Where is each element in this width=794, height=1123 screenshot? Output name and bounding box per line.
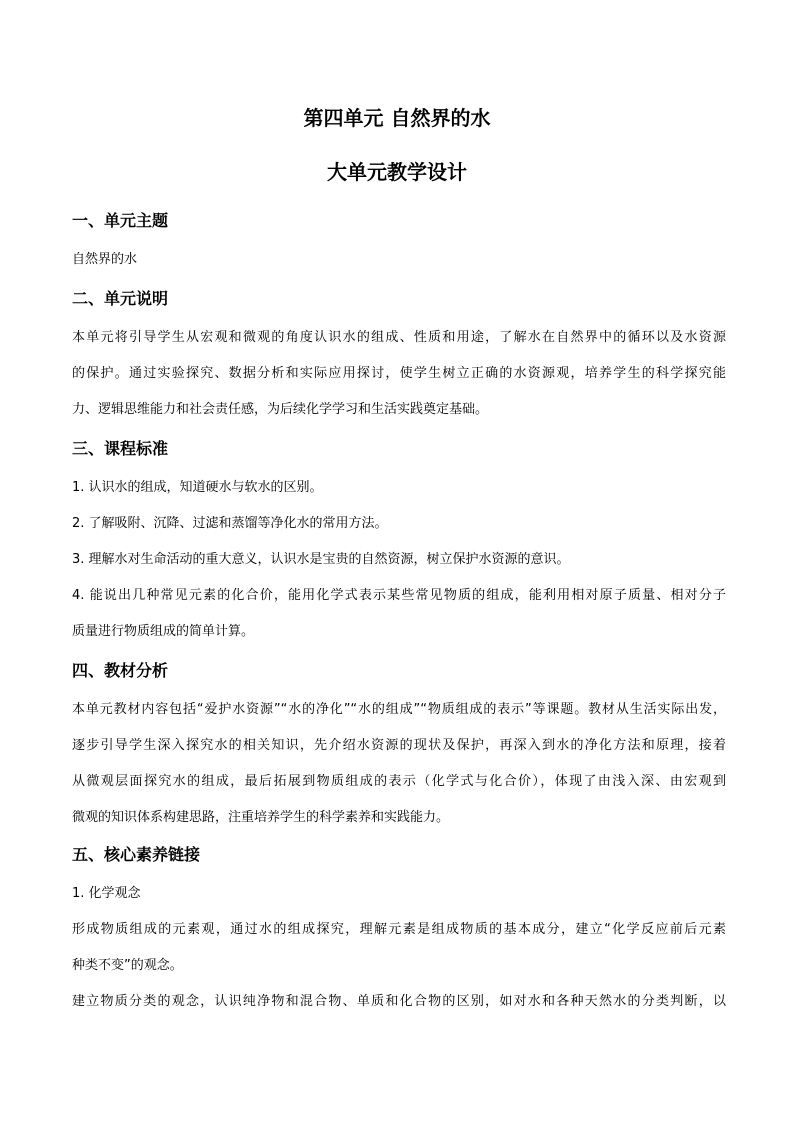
textbook-analysis-line: 本单元教材内容包括“爱护水资源”“水的净化”“水的组成”“物质组成的表示”等课题。教材从生活实际出发，: [72, 702, 726, 717]
design-title: 大单元教学设计: [327, 160, 467, 184]
unit-description-line: 本单元将引导学生从宏观和微观的角度认识水的组成、性质和用途，了解水在自然界中的循环以及水资源: [72, 330, 726, 345]
section-heading-unit-description: 二、单元说明: [72, 289, 169, 308]
core-literacy-line: 形成物质组成的元素观，通过水的组成探究，理解元素是组成物质的基本成分，建立“化学反应前后元素: [72, 922, 726, 937]
section-heading-curriculum-standards: 三、课程标准: [72, 439, 169, 458]
standard-item: 1. 认识水的组成，知道硬水与软水的区别。: [72, 480, 323, 495]
textbook-analysis-line: 从微观层面探究水的组成，最后拓展到物质组成的表示（化学式与化合价），体现了由浅入深、由宏观到: [72, 774, 726, 789]
unit-title: 第四单元 自然界的水: [303, 106, 491, 130]
core-literacy-line: 建立物质分类的观念，认识纯净物和混合物、单质和化合物的区别，如对水和各种天然水的分类判断，以: [72, 994, 726, 1009]
unit-description-line: 的保护。通过实验探究、数据分析和实际应用探讨，使学生树立正确的水资源观，培养学生的科学探究能: [72, 366, 726, 381]
section-heading-core-literacy: 五、核心素养链接: [72, 845, 201, 864]
section-heading-textbook-analysis: 四、教材分析: [72, 661, 169, 680]
core-literacy-line: 种类不变”的观念。: [72, 958, 183, 973]
textbook-analysis-line: 逐步引导学生深入探究水的相关知识，先介绍水资源的现状及保护，再深入到水的净化方法和原理，接着: [72, 738, 726, 753]
standard-item: 3. 理解水对生命活动的重大意义，认识水是宝贵的自然资源，树立保护水资源的意识。: [72, 552, 570, 567]
standard-item-line: 质量进行物质组成的简单计算。: [72, 624, 255, 639]
standard-item: 2. 了解吸附、沉降、过滤和蒸馏等净化水的常用方法。: [72, 516, 388, 531]
core-literacy-subheading: 1. 化学观念: [72, 886, 141, 901]
unit-theme-text: 自然界的水: [72, 252, 138, 267]
standard-item-line: 4. 能说出几种常见元素的化合价，能用化学式表示某些常见物质的组成，能利用相对原子质量、相对分子: [72, 588, 726, 603]
unit-description-line: 力、逻辑思维能力和社会责任感，为后续化学学习和生活实践奠定基础。: [72, 402, 489, 417]
section-heading-unit-theme: 一、单元主题: [72, 211, 169, 230]
textbook-analysis-line: 微观的知识体系构建思路，注重培养学生的科学素养和实践能力。: [72, 810, 450, 825]
